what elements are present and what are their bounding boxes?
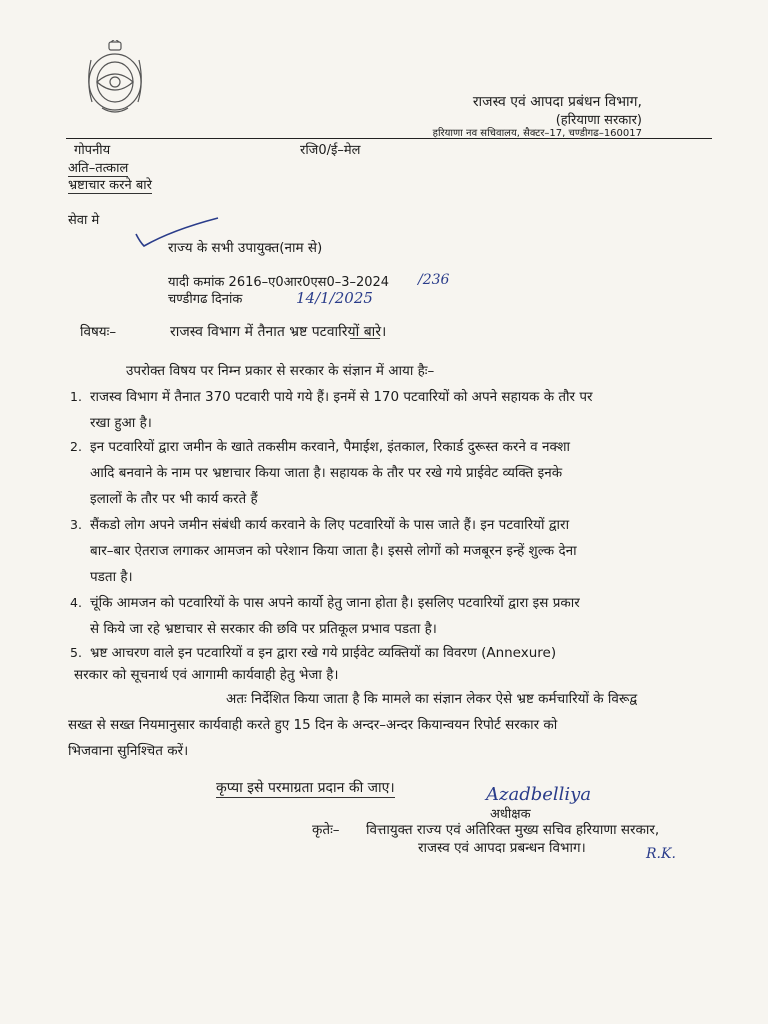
- point-number: 5.: [70, 645, 82, 660]
- point-line: भ्रष्ट आचरण वाले इन पटवारियों व इन द्वारा रखे गये प्राईवेट व्यक्तियों का विवरण (Annexure): [90, 645, 557, 661]
- corruption-subject-tag: भ्रष्टाचार करने बारे: [68, 175, 152, 194]
- subject-label: विषयः–: [80, 324, 117, 340]
- point-line: इन पटवारियों द्वारा जमीन के खाते तकसीम करवाने, पैमाईश, इंतकाल, रिकार्ड दुरूस्त करने व नक्शा: [90, 439, 571, 455]
- point-3: [70, 512, 720, 590]
- copy-to-line-1: वित्तायुक्त राज्य एवं अतिरिक्त मुख्य सचिव हरियाणा सरकार,: [366, 822, 660, 838]
- urgent-label: अति–तत्काल: [68, 158, 128, 177]
- point-line: रखा हुआ है।: [90, 415, 152, 431]
- subject-text: राजस्व विभाग में तैनात भ्रष्ट पटवारियों बारे।: [170, 324, 387, 340]
- copy-to-label: कृतेः–: [312, 822, 340, 838]
- point-line: बार–बार ऐतराज लगाकर आमजन को परेशान किया जाता है। इससे लोगों को मजबूरन इन्हें शुल्क देना: [90, 543, 577, 559]
- intro-line: उपरोक्त विषय पर निम्न प्रकार से सरकार के संज्ञान में आया हैः–: [126, 363, 435, 379]
- memo-number: यादी कमांक 2616–ए0आर0एस0–3–2024: [168, 275, 390, 290]
- priority-note: कृप्या इसे परमाग्रता प्रदान की जाए।: [216, 780, 395, 796]
- point-line: इलालों के तौर पर भी कार्य करते हैं: [90, 491, 258, 507]
- handwritten-initials: R.K.: [646, 846, 676, 862]
- point-line: राजस्व विभाग में तैनात 370 पटवारी पाये गये हैं। इनमें से 170 पटवारियों को अपने सहायक के तौर पर: [90, 389, 593, 405]
- point-number: 1.: [70, 389, 82, 404]
- department-name: राजस्व एवं आपदा प्रबंधन विभाग,: [472, 94, 642, 110]
- header-divider: [66, 138, 712, 139]
- date-handwritten: 14/1/2025: [296, 289, 373, 307]
- confidential-label: गोपनीय: [74, 143, 111, 158]
- point-line: आदि बनवाने के नाम पर भ्रष्टाचार किया जाता है। सहायक के तौर पर रखे गये प्राईवेट व्यक्ति इनके: [90, 465, 563, 481]
- point-4: [70, 590, 720, 642]
- point-1: [70, 384, 720, 436]
- point-5-continuation: सरकार को सूचनार्थ एवं आगामी कार्यवाही हेतु भेजा है।: [74, 667, 339, 683]
- point-line: सैंकडो लोग अपने जमीन संबंधी कार्य करवाने के लिए पटवारियों के पास जाते हैं। इन पटवारियों द्वारा: [90, 517, 570, 533]
- directive-line: अतः निर्देशित किया जाता है कि मामले का संज्ञान लेकर ऐसे भ्रष्ट कर्मचारियों के विरूद्व: [226, 691, 638, 707]
- subject-divider: [350, 338, 380, 339]
- point-line: चूंकि आमजन को पटवारियों के पास अपने कार्यो हेतु जाना होता है। इसलिए पटवारियों द्वारा इस प्रकार: [90, 595, 580, 611]
- date-label: चण्डीगढ दिनांक: [168, 292, 243, 307]
- point-number: 4.: [70, 595, 82, 610]
- directive-line: सख्त से सख्त नियमानुसार कार्यवाही करते हुए 15 दिन के अन्दर–अन्दर कियान्वयन रिपोर्ट सरकार को: [68, 717, 558, 733]
- point-number: 2.: [70, 439, 82, 454]
- state-emblem-icon: [82, 40, 148, 116]
- point-line: पडता है।: [90, 569, 133, 585]
- addressee-line: राज्य के सभी उपायुक्त(नाम से): [168, 240, 323, 256]
- point-2: [70, 434, 720, 512]
- point-line: से किये जा रहे भ्रष्टाचार से सरकार की छवि पर प्रतिकूल प्रभाव पडता है।: [90, 621, 437, 637]
- government-name: (हरियाणा सरकार): [555, 113, 642, 128]
- memo-number-handwritten: /236: [418, 272, 450, 288]
- copy-to-line-2: राजस्व एवं आपदा प्रबन्धन विभाग।: [418, 840, 586, 856]
- signatory-designation: अधीक्षक: [490, 807, 531, 822]
- department-address: हरियाणा नव सचिवालय, सैक्टर–17, चण्डीगढ–160017: [432, 128, 642, 139]
- salutation: सेवा मे: [68, 213, 100, 228]
- dispatch-mode: रजि0/ई–मेल: [300, 143, 361, 158]
- signature-handwritten: Azadbelliya: [486, 784, 592, 805]
- point-number: 3.: [70, 517, 82, 532]
- directive-line: भिजवाना सुनिश्चित करें।: [68, 743, 189, 759]
